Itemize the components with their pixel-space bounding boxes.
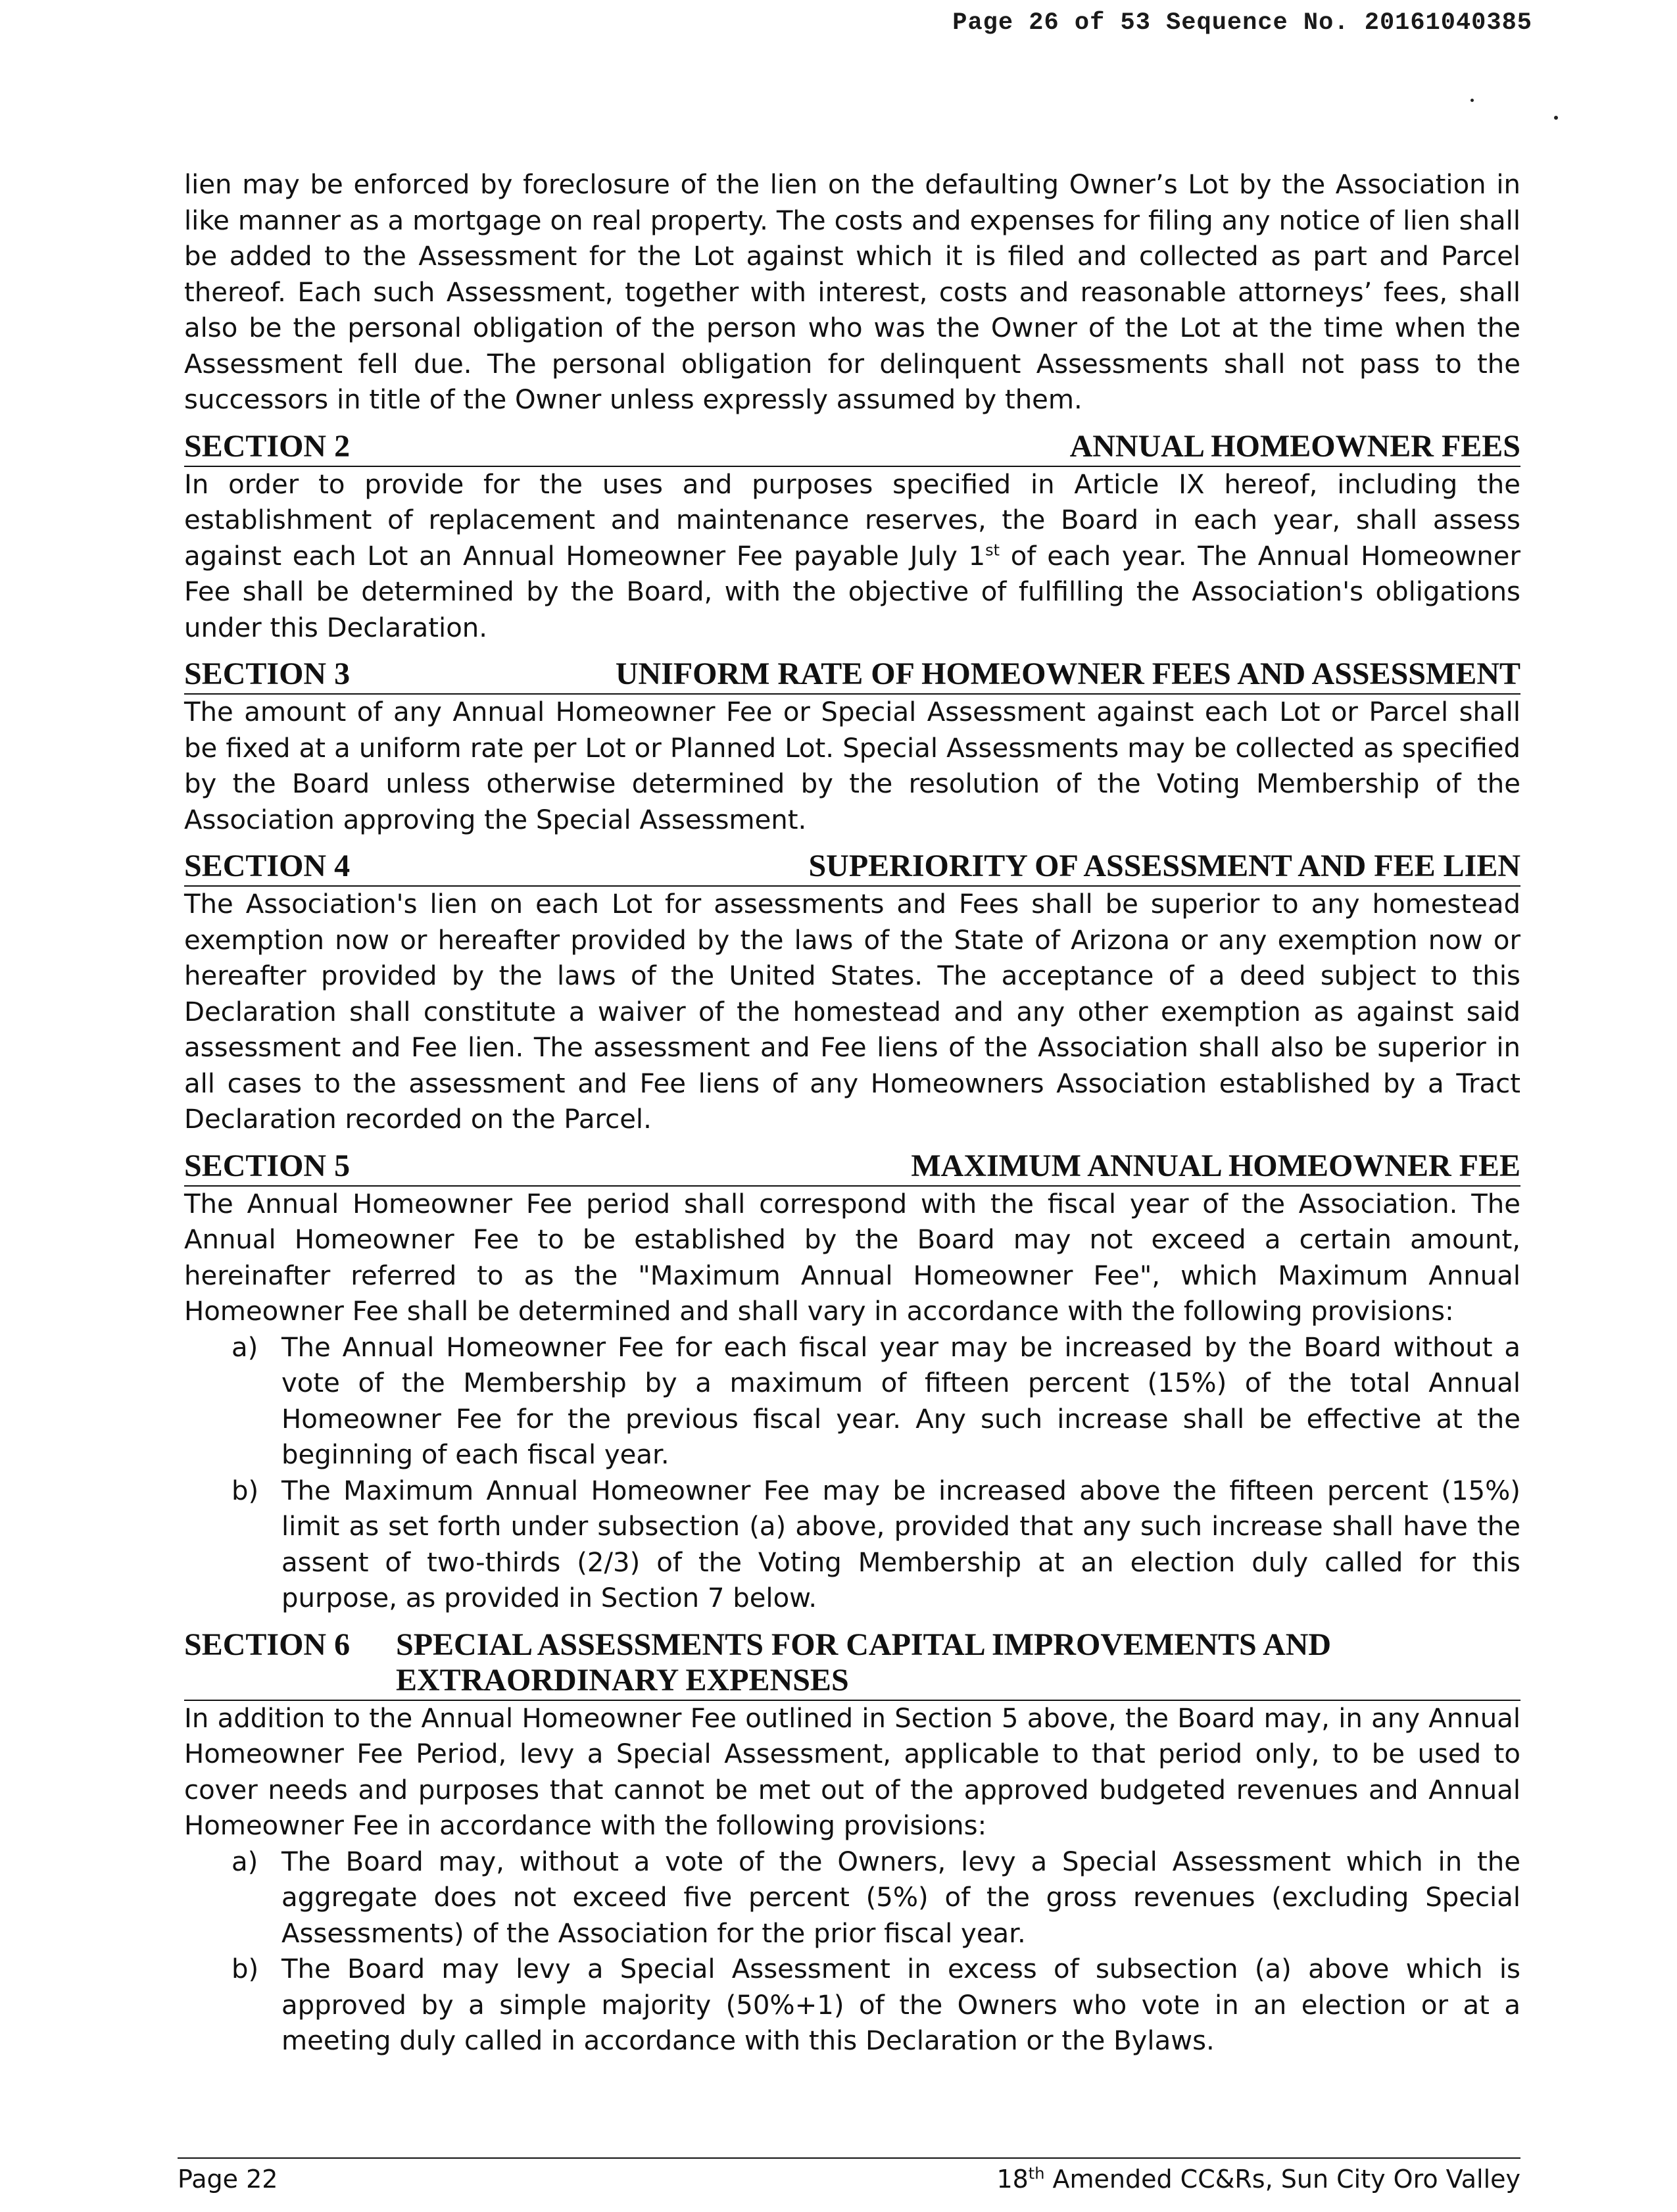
list-text: The Maximum Annual Homeowner Fee may be increased above the fifteen percent (15%) limit as set forth under subsection (a) above, provided that any such increase shall have the assent of two-thirds (2/3) of the Voting Membership at an election duly called for this purpose, as provided in Section 7 below. bbox=[281, 1475, 1520, 1613]
section-2-text-cont: of each year. The Annual Homeowner Fee shall be determined by the Board, with the objective of fulfilling the Association's obligations under this Declaration. bbox=[184, 541, 1520, 643]
section-number: SECTION 2 bbox=[184, 428, 351, 464]
page-footer bbox=[178, 2157, 1520, 2194]
section-title-line-1: SPECIAL ASSESSMENTS FOR CAPITAL IMPROVEMENTS AND bbox=[396, 1627, 1332, 1662]
scan-speck bbox=[1470, 99, 1474, 102]
section-5-provisions bbox=[184, 1330, 1520, 1617]
list-marker: a) bbox=[231, 1332, 258, 1363]
scan-speck bbox=[1554, 116, 1558, 120]
section-title: MAXIMUM ANNUAL HOMEOWNER FEE bbox=[911, 1148, 1520, 1183]
section-number: SECTION 3 bbox=[184, 656, 351, 691]
list-text: The Board may levy a Special Assessment in excess of subsection (a) above which is approved by a simple majority (50%+1) of the Owners who vote in an election or at a meeting duly called in accordance with this Declaration or the Bylaws. bbox=[281, 1954, 1520, 2056]
section-4-heading bbox=[184, 848, 1520, 887]
section-title: UNIFORM RATE OF HOMEOWNER FEES AND ASSESSMENT bbox=[615, 656, 1520, 691]
section-6-body: In addition to the Annual Homeowner Fee outlined in Section 5 above, the Board may, in any Annual Homeowner Fee Period, levy a Special Assessment, applicable to that period only, to be used to cover needs and purposes that cannot be met out of the approved budgeted revenues and Annual Homeowner Fee in accordance with the following provisions: bbox=[184, 1703, 1520, 1841]
section-number: SECTION 4 bbox=[184, 848, 351, 883]
list-text: The Board may, without a vote of the Owners, levy a Special Assessment which in the aggregate does not exceed five percent (5%) of the gross revenues (excluding Special Assessments) of the Association for the prior fiscal year. bbox=[281, 1846, 1520, 1949]
section-number: SECTION 6 bbox=[184, 1627, 351, 1662]
footer-title-text: Amended CC&Rs, Sun City Oro Valley bbox=[1044, 2165, 1520, 2194]
list-marker: b) bbox=[231, 1475, 259, 1506]
list-marker: b) bbox=[231, 1954, 259, 1984]
list-item bbox=[184, 1844, 1520, 1952]
section-6-provisions bbox=[184, 1844, 1520, 2059]
section-3-heading bbox=[184, 656, 1520, 695]
footer-title-number: 18 bbox=[996, 2165, 1029, 2194]
section-title: SUPERIORITY OF ASSESSMENT AND FEE LIEN bbox=[808, 848, 1520, 883]
list-item bbox=[184, 1330, 1520, 1473]
ordinal-suffix: st bbox=[985, 541, 1000, 560]
section-2-heading bbox=[184, 429, 1520, 467]
section-number: SECTION 5 bbox=[184, 1148, 351, 1183]
recording-stamp: Page 26 of 53 Sequence No. 20161040385 bbox=[952, 9, 1532, 37]
section-title: ANNUAL HOMEOWNER FEES bbox=[1069, 428, 1520, 464]
footer-document-title bbox=[996, 2164, 1520, 2194]
list-item bbox=[184, 1473, 1520, 1617]
intro-paragraph: lien may be enforced by foreclosure of the lien on the defaulting Owner’s Lot by the Association in like manner as a mortgage on real property. The costs and expenses for filing any notice of lien shall be added to the Assessment for the Lot against which it is filed and collected as part and Parcel thereof. Each such Assessment, together with interest, costs and reasonable attorneys’ fees, shall also be the personal obligation of the person who was the Owner of the Lot at the time when the Assessment fell due. The personal obligation for delinquent Assessments shall not pass to the successors in title of the Owner unless expressly assumed by them. bbox=[184, 170, 1520, 415]
section-title bbox=[396, 1627, 1331, 1698]
section-4-body: The Association's lien on each Lot for assessments and Fees shall be superior to any homestead exemption now or hereafter provided by the laws of the State of Arizona or any exemption now or hereafter provided by the laws of the United States. The acceptance of a deed subject to this Declaration shall constitute a waiver of the homestead and any other exemption as against said assessment and Fee lien. The assessment and Fee liens of the Association shall also be superior in all cases to the assessment and Fee liens of any Homeowners Association established by a Tract Declaration recorded on the Parcel. bbox=[184, 889, 1520, 1135]
page-content bbox=[184, 167, 1520, 2059]
section-title-line-2: EXTRAORDINARY EXPENSES bbox=[396, 1662, 849, 1698]
section-5-heading bbox=[184, 1148, 1520, 1187]
section-6-heading bbox=[184, 1627, 1520, 1701]
list-item bbox=[184, 1952, 1520, 2059]
section-2-text: In order to provide for the uses and purposes specified in Article IX hereof, including the establishment of replacement and maintenance reserves, the Board in each year, shall assess against each Lot an Annual Homeowner Fee payable July 1 bbox=[184, 469, 1520, 572]
section-5-body: The Annual Homeowner Fee period shall correspond with the fiscal year of the Association. The Annual Homeowner Fee to be established by the Board may not exceed a certain amount, hereinafter referred to as the "Maximum Annual Homeowner Fee", which Maximum Annual Homeowner Fee shall be determined and shall vary in accordance with the following provisions: bbox=[184, 1189, 1520, 1327]
footer-ordinal-suffix: th bbox=[1028, 2164, 1045, 2183]
list-marker: a) bbox=[231, 1846, 258, 1877]
section-3-body: The amount of any Annual Homeowner Fee or Special Assessment against each Lot or Parcel shall be fixed at a uniform rate per Lot or Planned Lot. Special Assessments may be collected as specified by the Board unless otherwise determined by the resolution of the Voting Membership of the Association approving the Special Assessment. bbox=[184, 697, 1520, 835]
section-2-body bbox=[184, 467, 1520, 647]
footer-page-number: Page 22 bbox=[178, 2165, 278, 2194]
list-text: The Annual Homeowner Fee for each fiscal year may be increased by the Board without a vote of the Membership by a maximum of fifteen percent (15%) of the total Annual Homeowner Fee for the previous fiscal year. Any such increase shall be effective at the beginning of each fiscal year. bbox=[281, 1332, 1520, 1470]
